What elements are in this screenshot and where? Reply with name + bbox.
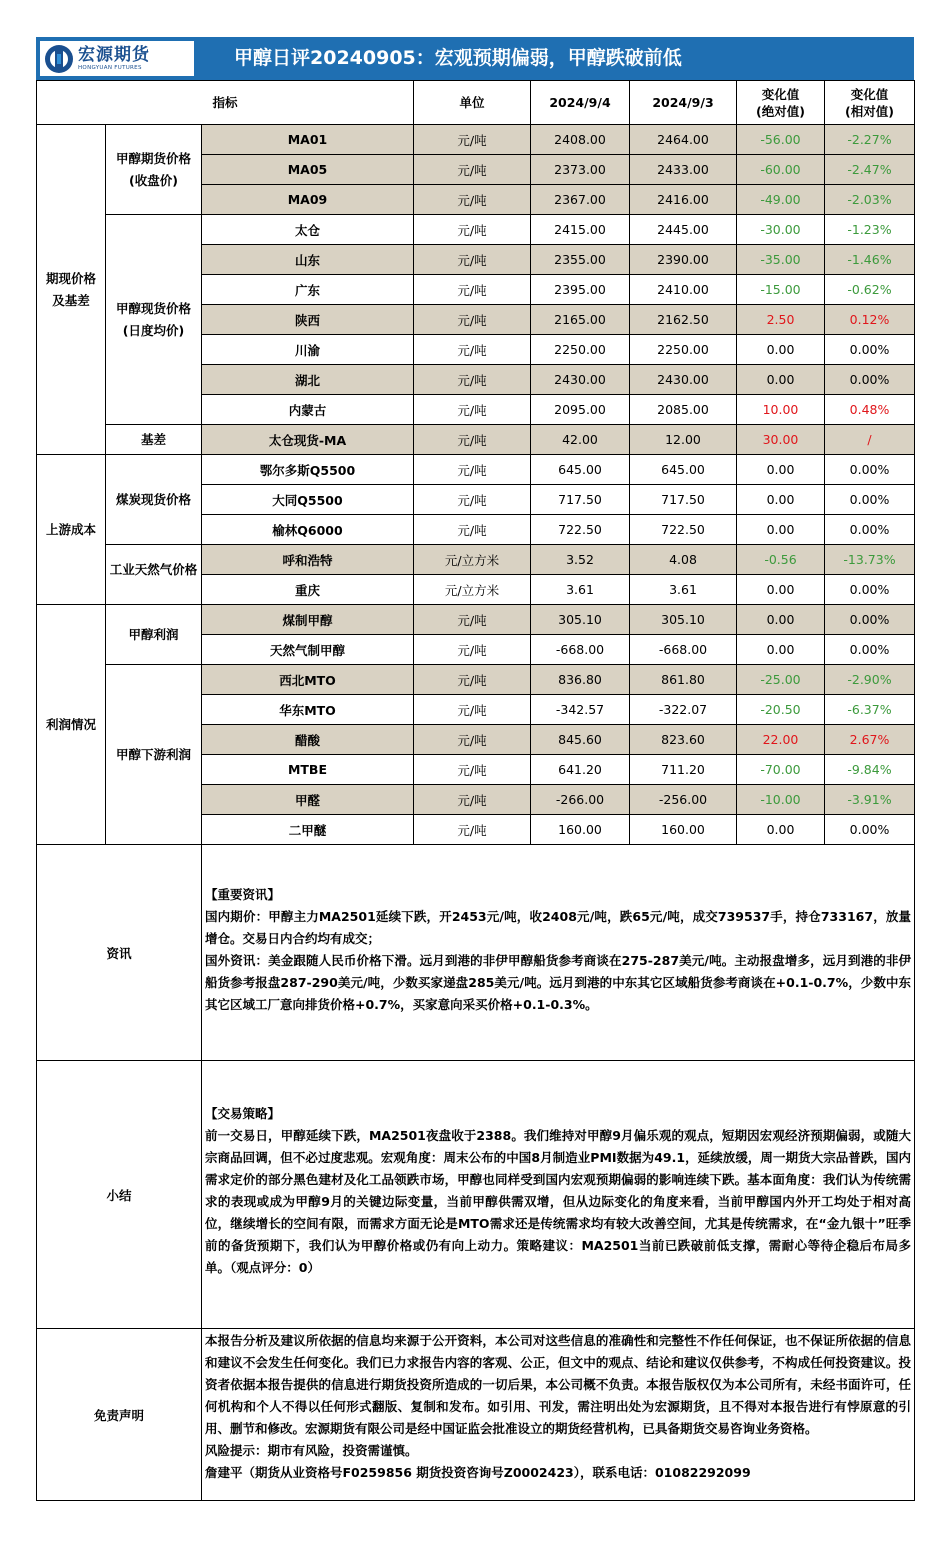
- table-row: [37, 665, 915, 695]
- value-date1: 305.10: [531, 605, 630, 635]
- rel-change: -3.91%: [825, 785, 915, 815]
- value-date2: 645.00: [630, 455, 737, 485]
- unit-cell: 元/吨: [414, 815, 531, 845]
- value-date1: 717.50: [531, 485, 630, 515]
- value-date1: 3.61: [531, 575, 630, 605]
- table-row: [37, 215, 915, 245]
- abs-change: 30.00: [737, 425, 825, 455]
- rel-change: 0.00%: [825, 455, 915, 485]
- abs-change: 0.00: [737, 815, 825, 845]
- abs-change: -20.50: [737, 695, 825, 725]
- indicator-name: 湖北: [202, 365, 414, 395]
- value-date2: -256.00: [630, 785, 737, 815]
- value-date1: 836.80: [531, 665, 630, 695]
- abs-change: -25.00: [737, 665, 825, 695]
- news-paragraph-2: 国外资讯：美金跟随人民币价格下滑。远月到港的非伊甲醇船货参考商谈在275-287美元/吨。主动报盘增多，远月到港的非伊船货参考报盘287-290美元/吨，少数买家递盘285美元/吨。远月到港的中东其它区域船货参考商谈在+0.1-0.7%，少数中东其它区域工厂意向排货价格+0.7%，买家意向采买价格+0.1-0.3%。: [205, 953, 911, 1012]
- col-header-date1: 2024/9/4: [531, 81, 630, 125]
- value-date2: 305.10: [630, 605, 737, 635]
- value-date2: 2464.00: [630, 125, 737, 155]
- rel-change: 0.00%: [825, 515, 915, 545]
- news-paragraph-1: 国内期价：甲醇主力MA2501延续下跌，开2453元/吨，收2408元/吨，跌65元/吨，成交739537手，持仓733167，放量增仓。交易日内合约均有成交；: [205, 909, 911, 946]
- rel-change: 0.00%: [825, 485, 915, 515]
- summary-label: 小结: [37, 1061, 202, 1329]
- value-date1: 722.50: [531, 515, 630, 545]
- value-date2: 2430.00: [630, 365, 737, 395]
- risk-notice: 风险提示：期市有风险，投资需谨慎。: [205, 1443, 418, 1458]
- value-date1: -668.00: [531, 635, 630, 665]
- indicator-name: 广东: [202, 275, 414, 305]
- value-date2: 2162.50: [630, 305, 737, 335]
- value-date2: 722.50: [630, 515, 737, 545]
- abs-change: 0.00: [737, 335, 825, 365]
- table-row: [37, 605, 915, 635]
- value-date1: 2367.00: [531, 185, 630, 215]
- value-date1: -266.00: [531, 785, 630, 815]
- value-date1: 2095.00: [531, 395, 630, 425]
- col-header-date2: 2024/9/3: [630, 81, 737, 125]
- logo-en-text: HONGYUAN FUTURES: [78, 64, 142, 71]
- rel-change: -1.46%: [825, 245, 915, 275]
- indicator-name: 太仓: [202, 215, 414, 245]
- unit-cell: 元/吨: [414, 215, 531, 245]
- subgroup-label: 工业天然气价格: [106, 545, 202, 605]
- abs-change: 0.00: [737, 635, 825, 665]
- rel-change: 0.00%: [825, 815, 915, 845]
- unit-cell: 元/吨: [414, 455, 531, 485]
- rel-change: -9.84%: [825, 755, 915, 785]
- abs-change: 0.00: [737, 575, 825, 605]
- value-date2: 160.00: [630, 815, 737, 845]
- value-date1: 2415.00: [531, 215, 630, 245]
- value-date2: -668.00: [630, 635, 737, 665]
- rel-change: -6.37%: [825, 695, 915, 725]
- disclaimer-row: [37, 1329, 915, 1501]
- rel-change: 0.00%: [825, 605, 915, 635]
- abs-change: 22.00: [737, 725, 825, 755]
- rel-change: -2.47%: [825, 155, 915, 185]
- indicator-name: 内蒙古: [202, 395, 414, 425]
- value-date2: 12.00: [630, 425, 737, 455]
- value-date2: 3.61: [630, 575, 737, 605]
- value-date2: 2416.00: [630, 185, 737, 215]
- value-date2: 2445.00: [630, 215, 737, 245]
- news-content: [202, 845, 915, 1061]
- value-date1: 160.00: [531, 815, 630, 845]
- author-contact: 詹建平（期货从业资格号F0259856 期货投资咨询号Z0002423），联系电话：01082292099: [205, 1465, 751, 1480]
- indicator-name: MA09: [202, 185, 414, 215]
- indicator-name: 天然气制甲醇: [202, 635, 414, 665]
- value-date1: 42.00: [531, 425, 630, 455]
- indicator-name: 华东MTO: [202, 695, 414, 725]
- abs-change: -10.00: [737, 785, 825, 815]
- value-date1: 2408.00: [531, 125, 630, 155]
- rel-change: -2.03%: [825, 185, 915, 215]
- abs-change: -60.00: [737, 155, 825, 185]
- group-label: 利润情况: [37, 605, 106, 845]
- abs-change: 0.00: [737, 515, 825, 545]
- value-date2: 2085.00: [630, 395, 737, 425]
- unit-cell: 元/吨: [414, 155, 531, 185]
- group-label: 上游成本: [37, 455, 106, 605]
- rel-change: 0.00%: [825, 335, 915, 365]
- rel-change: -2.90%: [825, 665, 915, 695]
- value-date2: 2410.00: [630, 275, 737, 305]
- table-row: [37, 545, 915, 575]
- unit-cell: 元/吨: [414, 245, 531, 275]
- indicator-name: 榆林Q6000: [202, 515, 414, 545]
- rel-change: -2.27%: [825, 125, 915, 155]
- value-date1: 2373.00: [531, 155, 630, 185]
- abs-change: -35.00: [737, 245, 825, 275]
- abs-change: -49.00: [737, 185, 825, 215]
- abs-change: -56.00: [737, 125, 825, 155]
- summary-content: [202, 1061, 915, 1329]
- value-date1: 641.20: [531, 755, 630, 785]
- rel-change: 0.00%: [825, 635, 915, 665]
- subgroup-label: 甲醇利润: [106, 605, 202, 665]
- rel-change: 0.00%: [825, 365, 915, 395]
- indicator-name: MA05: [202, 155, 414, 185]
- value-date1: 2355.00: [531, 245, 630, 275]
- indicator-name: 川渝: [202, 335, 414, 365]
- unit-cell: 元/吨: [414, 725, 531, 755]
- unit-cell: 元/吨: [414, 665, 531, 695]
- abs-change: 10.00: [737, 395, 825, 425]
- abs-change: -70.00: [737, 755, 825, 785]
- subgroup-label: 煤炭现货价格: [106, 455, 202, 545]
- subgroup-label: 甲醇期货价格 (收盘价): [106, 125, 202, 215]
- unit-cell: 元/吨: [414, 305, 531, 335]
- summary-body: 前一交易日，甲醇延续下跌，MA2501夜盘收于2388。我们维持对甲醇9月偏乐观的观点，短期因宏观经济预期偏弱，或随大宗商品回调，但不必过度悲观。宏观角度：周末公布的中国8月制造业PMI数据为49.1，延续放缓，周一期货大宗品普跌，国内需求定价的部分黑色建材及化工品领跌市场，甲醇也同样受到国内宏观预期偏弱的影响连续下跌。基本面角度：我们认为传统需求的表现或成为甲醇9月的关键边际变量，当前甲醇供需双增，但从边际变化的角度来看，当前甲醇国内外开工均处于相对高位，继续增长的空间有限，而需求方面无论是MTO需求还是传统需求均有较大改善空间，尤其是传统需求，在“金九银十”旺季前的备货预期下，我们认为甲醇价格或仍有向上动力。策略建议：MA2501当前已跌破前低支撑，需耐心等待企稳后布局多单。（观点评分：0）: [205, 1128, 911, 1275]
- value-date1: 2165.00: [531, 305, 630, 335]
- subgroup-label: 甲醇下游利润: [106, 665, 202, 845]
- table-header-row: [37, 81, 915, 125]
- value-date1: 2395.00: [531, 275, 630, 305]
- subgroup-label: 甲醇现货价格 (日度均价): [106, 215, 202, 425]
- value-date2: 861.80: [630, 665, 737, 695]
- abs-change: -30.00: [737, 215, 825, 245]
- indicator-name: MA01: [202, 125, 414, 155]
- unit-cell: 元/吨: [414, 485, 531, 515]
- report-sheet: [36, 37, 914, 1501]
- title-bar: [36, 37, 914, 80]
- rel-change: 0.00%: [825, 575, 915, 605]
- abs-change: 0.00: [737, 485, 825, 515]
- value-date2: 4.08: [630, 545, 737, 575]
- col-header-unit: 单位: [414, 81, 531, 125]
- col-header-abs-change: 变化值 (绝对值): [737, 81, 825, 125]
- table-row: [37, 425, 915, 455]
- news-label: 资讯: [37, 845, 202, 1061]
- unit-cell: 元/吨: [414, 185, 531, 215]
- unit-cell: 元/吨: [414, 635, 531, 665]
- table-row: [37, 455, 915, 485]
- disclaimer-label: 免责声明: [37, 1329, 202, 1501]
- unit-cell: 元/立方米: [414, 575, 531, 605]
- disclaimer-content: [202, 1329, 915, 1501]
- rel-change: 2.67%: [825, 725, 915, 755]
- rel-change: -1.23%: [825, 215, 915, 245]
- news-row: [37, 845, 915, 1061]
- value-date1: 845.60: [531, 725, 630, 755]
- indicator-table: [36, 80, 915, 845]
- rel-change: /: [825, 425, 915, 455]
- abs-change: 2.50: [737, 305, 825, 335]
- value-date1: 3.52: [531, 545, 630, 575]
- news-heading: 【重要资讯】: [205, 887, 281, 902]
- value-date1: 2430.00: [531, 365, 630, 395]
- col-header-indicator: 指标: [37, 81, 414, 125]
- value-date2: 2390.00: [630, 245, 737, 275]
- value-date2: -322.07: [630, 695, 737, 725]
- group-label: 期现价格 及基差: [37, 125, 106, 455]
- value-date1: 645.00: [531, 455, 630, 485]
- value-date2: 2250.00: [630, 335, 737, 365]
- indicator-name: 陕西: [202, 305, 414, 335]
- indicator-name: 鄂尔多斯Q5500: [202, 455, 414, 485]
- unit-cell: 元/吨: [414, 425, 531, 455]
- summary-heading: 【交易策略】: [205, 1106, 281, 1121]
- unit-cell: 元/吨: [414, 395, 531, 425]
- indicator-name: MTBE: [202, 755, 414, 785]
- col-header-rel-change: 变化值 (相对值): [825, 81, 915, 125]
- company-logo: [40, 41, 194, 76]
- commentary-table: [36, 844, 915, 1501]
- logo-cn-text: 宏源期货: [78, 44, 150, 65]
- unit-cell: 元/立方米: [414, 545, 531, 575]
- abs-change: 0.00: [737, 605, 825, 635]
- rel-change: 0.48%: [825, 395, 915, 425]
- unit-cell: 元/吨: [414, 695, 531, 725]
- unit-cell: 元/吨: [414, 605, 531, 635]
- report-title: 甲醇日评20240905：宏观预期偏弱，甲醇跌破前低: [234, 47, 682, 69]
- value-date1: 2250.00: [531, 335, 630, 365]
- unit-cell: 元/吨: [414, 125, 531, 155]
- rel-change: -13.73%: [825, 545, 915, 575]
- logo-mark-icon: [44, 44, 74, 74]
- indicator-name: 呼和浩特: [202, 545, 414, 575]
- indicator-name: 煤制甲醇: [202, 605, 414, 635]
- abs-change: 0.00: [737, 455, 825, 485]
- indicator-name: 太仓现货-MA: [202, 425, 414, 455]
- value-date2: 711.20: [630, 755, 737, 785]
- indicator-name: 甲醛: [202, 785, 414, 815]
- indicator-name: 大同Q5500: [202, 485, 414, 515]
- value-date2: 2433.00: [630, 155, 737, 185]
- unit-cell: 元/吨: [414, 785, 531, 815]
- abs-change: -0.56: [737, 545, 825, 575]
- table-row: [37, 125, 915, 155]
- disclaimer-body: 本报告分析及建议所依据的信息均来源于公开资料，本公司对这些信息的准确性和完整性不作任何保证，也不保证所依据的信息和建议不会发生任何变化。我们已力求报告内容的客观、公正，但文中的观点、结论和建议仅供参考，不构成任何投资建议。投资者依据本报告提供的信息进行期货投资所造成的一切后果，本公司概不负责。本报告版权仅为本公司所有，未经书面许可，任何机构和个人不得以任何形式翻版、复制和发布。如引用、刊发，需注明出处为宏源期货，且不得对本报告进行有悖原意的引用、删节和修改。宏源期货有限公司是经中国证监会批准设立的期货经营机构，已具备期货交易咨询业务资格。: [205, 1333, 911, 1436]
- indicator-name: 二甲醚: [202, 815, 414, 845]
- unit-cell: 元/吨: [414, 335, 531, 365]
- indicator-name: 重庆: [202, 575, 414, 605]
- unit-cell: 元/吨: [414, 755, 531, 785]
- indicator-name: 山东: [202, 245, 414, 275]
- unit-cell: 元/吨: [414, 515, 531, 545]
- unit-cell: 元/吨: [414, 365, 531, 395]
- unit-cell: 元/吨: [414, 275, 531, 305]
- value-date2: 717.50: [630, 485, 737, 515]
- summary-row: [37, 1061, 915, 1329]
- rel-change: 0.12%: [825, 305, 915, 335]
- subgroup-label: 基差: [106, 425, 202, 455]
- value-date1: -342.57: [531, 695, 630, 725]
- indicator-name: 醋酸: [202, 725, 414, 755]
- abs-change: -15.00: [737, 275, 825, 305]
- rel-change: -0.62%: [825, 275, 915, 305]
- indicator-name: 西北MTO: [202, 665, 414, 695]
- value-date2: 823.60: [630, 725, 737, 755]
- abs-change: 0.00: [737, 365, 825, 395]
